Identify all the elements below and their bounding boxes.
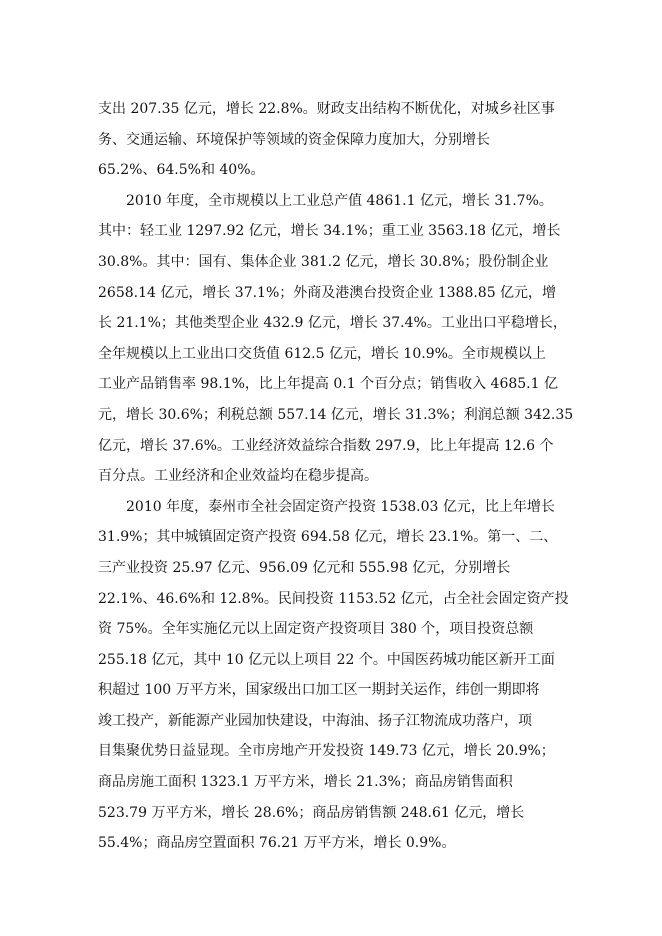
- body-text: [98, 94, 588, 859]
- text-line: 长 21.1%；其他类型企业 432.9 亿元，增长 37.4%。工业出口平稳增长，: [98, 315, 567, 332]
- text-line: 523.79 万平方米，增长 28.6%；商品房销售额 248.61 亿元，增长: [98, 804, 525, 821]
- text-line: 目集聚优势日益显现。全市房地产开发投资 149.73 亿元，增长 20.9%；: [98, 743, 555, 760]
- text-line: 积超过 100 万平方米，国家级出口加工区一期封关运作，纬创一期即将: [98, 682, 540, 699]
- text-line: 65.2%、64.5%和 40%。: [98, 162, 265, 179]
- text-line: 其中：轻工业 1297.92 亿元，增长 34.1%；重工业 3563.18 亿元，增长: [98, 223, 561, 240]
- text-line: 22.1%、46.6%和 12.8%。民间投资 1153.52 亿元，占全社会固定资产投: [98, 590, 569, 607]
- text-line: 元，增长 30.6%；利税总额 557.14 亿元，增长 31.3%；利润总额 342.35: [98, 406, 574, 423]
- text-line: 全年规模以上工业出口交货值 612.5 亿元，增长 10.9%。全市规模以上: [98, 345, 546, 362]
- text-line: 百分点。工业经济和企业效益均在稳步提高。: [98, 468, 378, 485]
- text-line: 务、交通运输、环境保护等领域的资金保障力度加大，分别增长: [98, 131, 490, 148]
- paragraph-start-line: 2010 年度，泰州市全社会固定资产投资 1538.03 亿元，比上年增长: [126, 498, 555, 515]
- text-line: 30.8%。其中：国有、集体企业 381.2 亿元，增长 30.8%；股份制企业: [98, 253, 549, 270]
- text-line: 资 75%。全年实施亿元以上固定资产投资项目 380 个，项目投资总额: [98, 621, 534, 638]
- text-line: 2658.14 亿元，增长 37.1%；外商及港澳台投资企业 1388.85 亿元，增: [98, 284, 557, 301]
- paragraph-start-line: 2010 年度，全市规模以上工业总产值 4861.1 亿元，增长 31.7%。: [126, 192, 553, 209]
- text-line: 支出 207.35 亿元，增长 22.8%。财政支出结构不断优化，对城乡社区事: [98, 101, 555, 117]
- text-line: 竣工投产，新能源产业园加快建设，中海油、扬子江物流成功落户，项: [98, 712, 532, 729]
- text-line: 工业产品销售率 98.1%，比上年提高 0.1 个百分点；销售收入 4685.1 亿: [98, 376, 558, 393]
- text-line: 亿元，增长 37.6%。工业经济效益综合指数 297.9，比上年提高 12.6 个: [98, 437, 554, 454]
- text-line: 商品房施工面积 1323.1 万平方米，增长 21.3%；商品房销售面积: [98, 774, 513, 791]
- text-line: 三产业投资 25.97 亿元、956.09 亿元和 555.98 亿元，分别增长: [98, 559, 511, 576]
- text-line: 31.9%；其中城镇固定资产投资 694.58 亿元，增长 23.1%。第一、二、: [98, 529, 558, 546]
- text-line: 255.18 亿元，其中 10 亿元以上项目 22 个。中国医药城功能区新开工面: [98, 651, 555, 668]
- text-line: 55.4%；商品房空置面积 76.21 万平方米，增长 0.9%。: [98, 835, 456, 852]
